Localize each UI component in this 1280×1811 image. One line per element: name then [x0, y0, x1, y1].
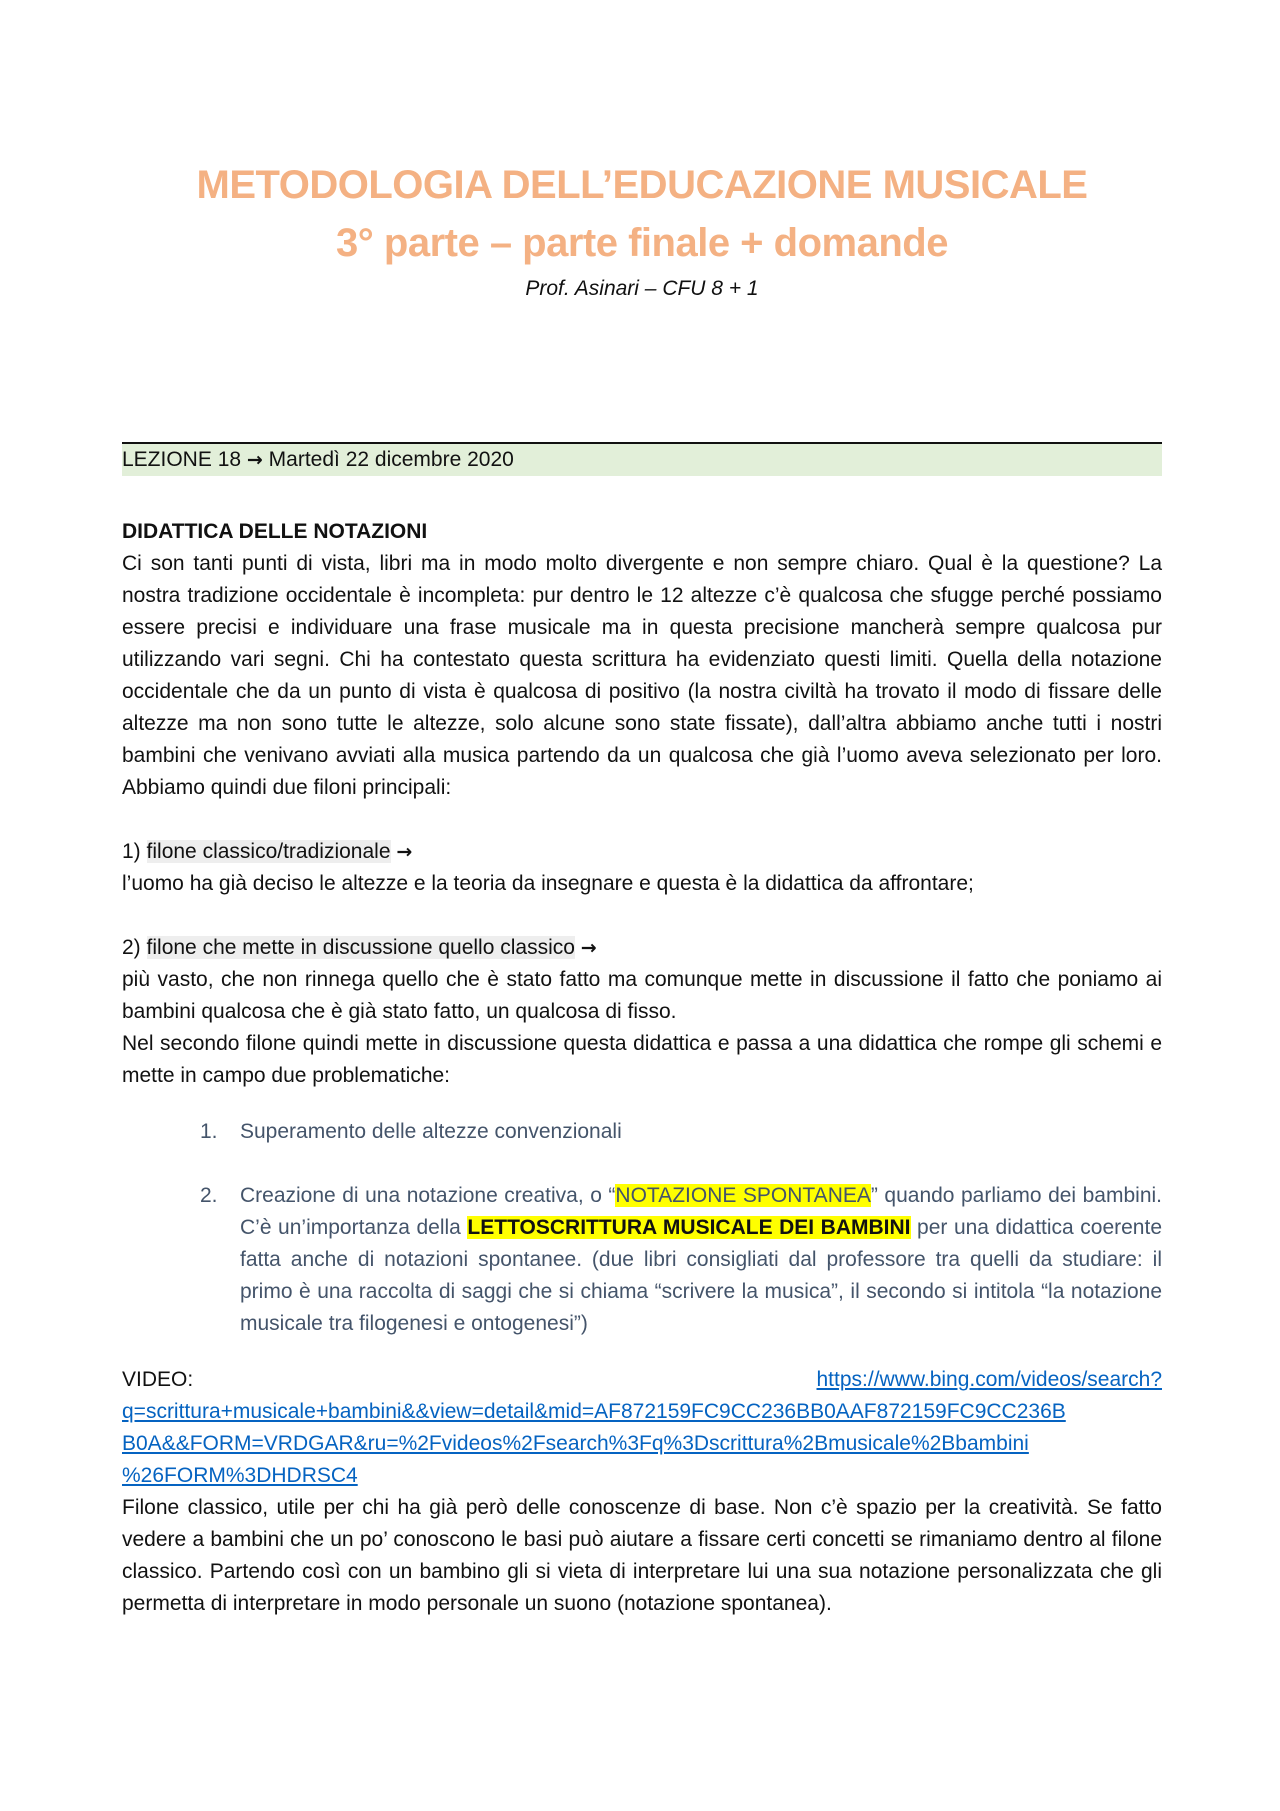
filone-1-title: filone classico/tradizionale: [146, 840, 391, 863]
problem-list: [122, 1116, 1162, 1340]
filone-1-heading: [122, 836, 1162, 868]
video-link-line[interactable]: %26FORM%3DHDRSC4: [122, 1464, 358, 1487]
list-item-number: 2.: [200, 1184, 218, 1207]
filone-1-text: l’uomo ha già deciso le altezze e la teoria da insegnare e questa è la didattica da affrontare;: [122, 872, 974, 895]
lesson-label: LEZIONE 18: [122, 448, 242, 471]
list-item: [122, 1180, 1162, 1340]
intro-paragraph: Ci son tanti punti di vista, libri ma in modo molto divergente e non sempre chiaro. Qual è la questione? La nostra tradizione occidentale è incompleta: pur dentro le 12 altezze c’è qualcosa che sfugge perché possiamo essere precisi e individuare una frase musicale ma in questa precisione mancherà sempre qualcosa pur utilizzando vari segni. Chi ha contestato questa scrittura ha evidenziato questi limiti. Quella della notazione occidentale che da un punto di vista è qualcosa di positivo (la nostra civiltà ha trovato il modo di fissare delle altezze ma non sono tutte le altezze, solo alcune sono state fissate), dall’altra abbiamo anche tutti i nostri bambini che venivano avviati alla musica partendo da un qualcosa che già l’uomo aveva selezionato per loro. Abbiamo quindi due filoni principali:: [122, 552, 1162, 799]
page-content: [122, 0, 1162, 1620]
list-item-text: Creazione di una notazione creativa, o “: [240, 1184, 616, 1207]
list-item-text: ” quando parliamo dei bambini. C’è un’importanza della: [240, 1184, 1163, 1239]
filone-2-text-continued: Nel secondo filone quindi mette in discussione questa didattica e passa a una didattica che rompe gli schemi e mette in campo due problematiche:: [122, 1032, 1162, 1087]
filone-2-heading: [122, 932, 1162, 964]
video-link[interactable]: https://www.bing.com/videos/search?: [816, 1368, 1162, 1391]
highlight-lettoscrittura: LETTOSCRITTURA MUSICALE DEI BAMBINI: [467, 1216, 911, 1239]
closing-paragraph: Filone classico, utile per chi ha già però delle conoscenze di base. Non c’è spazio per la creatività. Se fatto vedere a bambini che un po’ conoscono le basi può aiutare a fissare certi concetti se rimaniamo dentro al filone classico. Partendo così con un bambino gli si vieta di interpretare lui una sua notazione personalizzata che gli permetta di interpretare in modo personale un suono (notazione spontanea).: [122, 1496, 1162, 1615]
video-link-line[interactable]: B0A&&FORM=VRDGAR&ru=%2Fvideos%2Fsearch%3Fq%3Dscrittura%2Bmusicale%2Bbambini: [122, 1432, 1029, 1455]
video-link-continued: [122, 1396, 1162, 1492]
document-subtitle-heading: 3° parte – parte finale + domande: [336, 221, 948, 265]
arrow-right-icon: →: [246, 449, 263, 471]
filone-1-number: 1): [122, 840, 141, 863]
author-line: Prof. Asinari – CFU 8 + 1: [525, 277, 759, 300]
arrow-right-icon: →: [580, 937, 597, 959]
video-line: [122, 1364, 1162, 1396]
list-item-text: Superamento delle altezze convenzionali: [240, 1120, 622, 1143]
list-item-text: per una didattica coerente fatta anche di notazioni spontanee. (due libri consigliati dal professore tra quelli da studiare: il primo è una raccolta di saggi che si chiama “scrivere la musica”, il secondo si intitola “la notazione musicale tra filogenesi e ontogenesi”): [240, 1216, 1162, 1335]
filone-2-number: 2): [122, 936, 141, 959]
filone-2-title: filone che mette in discussione quello classico: [146, 936, 575, 959]
section-heading: DIDATTICA DELLE NOTAZIONI: [122, 520, 428, 543]
lesson-date: Martedì 22 dicembre 2020: [268, 448, 514, 471]
arrow-right-icon: →: [396, 841, 413, 863]
list-item: [122, 1116, 1162, 1148]
highlight-notazione-spontanea: NOTAZIONE SPONTANEA: [615, 1184, 871, 1207]
video-link-line[interactable]: q=scrittura+musicale+bambini&&view=detail&mid=AF872159FC9CC236BB0AAF872159FC9CC236B: [122, 1400, 1066, 1423]
list-item-number: 1.: [200, 1120, 218, 1143]
lesson-banner: [122, 444, 1162, 476]
filone-2-text: più vasto, che non rinnega quello che è stato fatto ma comunque mette in discussione il fatto che poniamo ai bambini qualcosa che è già stato fatto, un qualcosa di fisso.: [122, 968, 1162, 1023]
document-title: METODOLOGIA DELL’EDUCAZIONE MUSICALE: [196, 163, 1088, 207]
video-label: VIDEO:: [122, 1368, 194, 1391]
